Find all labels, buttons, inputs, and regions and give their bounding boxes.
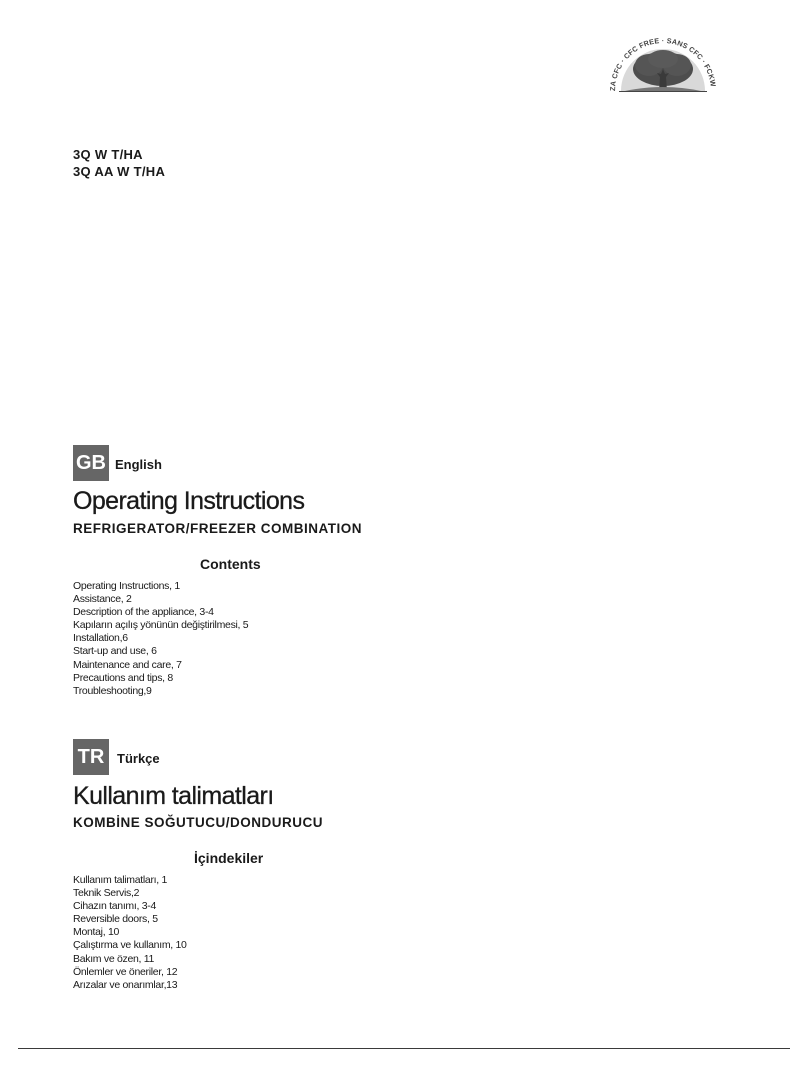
section-title: Kullanım talimatları: [73, 782, 274, 810]
table-of-contents: [73, 874, 187, 992]
language-name: English: [115, 457, 162, 472]
toc-item: Troubleshooting,9: [73, 684, 152, 697]
toc-item: Montaj, 10: [73, 926, 120, 939]
toc-item: Arızalar ve onarımlar,13: [73, 978, 178, 991]
toc-item: Çalıştırma ve kullanım, 10: [73, 939, 187, 952]
language-badge-gb: GB: [73, 445, 109, 481]
contents-heading: Contents: [200, 556, 261, 572]
model-code: 3Q AA W T/HA: [73, 164, 166, 179]
toc-item: Bakım ve özen, 11: [73, 952, 155, 965]
toc-item: Maintenance and care, 7: [73, 658, 182, 671]
toc-item: Teknik Servis,2: [73, 887, 140, 900]
language-name: Türkçe: [117, 751, 160, 766]
toc-item: Precautions and tips, 8: [73, 671, 173, 684]
model-codes: [73, 146, 165, 180]
language-badge-tr: TR: [73, 739, 109, 775]
cfc-free-seal: [605, 33, 721, 97]
toc-item: Start-up and use, 6: [73, 645, 157, 658]
toc-item: Installation,6: [73, 632, 128, 645]
section-subtitle: REFRIGERATOR/FREEZER COMBINATION: [73, 521, 362, 536]
toc-item: Cihazın tanımı, 3-4: [73, 900, 157, 913]
toc-item: Description of the appliance, 3-4: [73, 606, 214, 619]
footer-divider: [18, 1048, 790, 1049]
toc-item: Reversible doors, 5: [73, 913, 158, 926]
section-subtitle: KOMBİNE SOĞUTUCU/DONDURUCU: [73, 815, 323, 830]
toc-item: Kullanım talimatları, 1: [73, 874, 168, 886]
toc-item: Assistance, 2: [73, 593, 132, 606]
contents-heading: İçindekiler: [194, 850, 264, 866]
section-title: Operating Instructions: [73, 487, 305, 515]
toc-item: Operating Instructions, 1: [73, 580, 180, 592]
toc-item: Önlemler ve öneriler, 12: [73, 965, 178, 978]
toc-item: Kapıların açılış yönünün değiştirilmesi, 5: [73, 619, 249, 632]
table-of-contents: [73, 580, 248, 698]
svg-text:SENZA CFC · CFC FREE · SANS CF: ZA CFC · CFC FREE · SANS CFC · FCKW: [607, 35, 718, 92]
model-code: 3Q W T/HA: [73, 147, 143, 162]
